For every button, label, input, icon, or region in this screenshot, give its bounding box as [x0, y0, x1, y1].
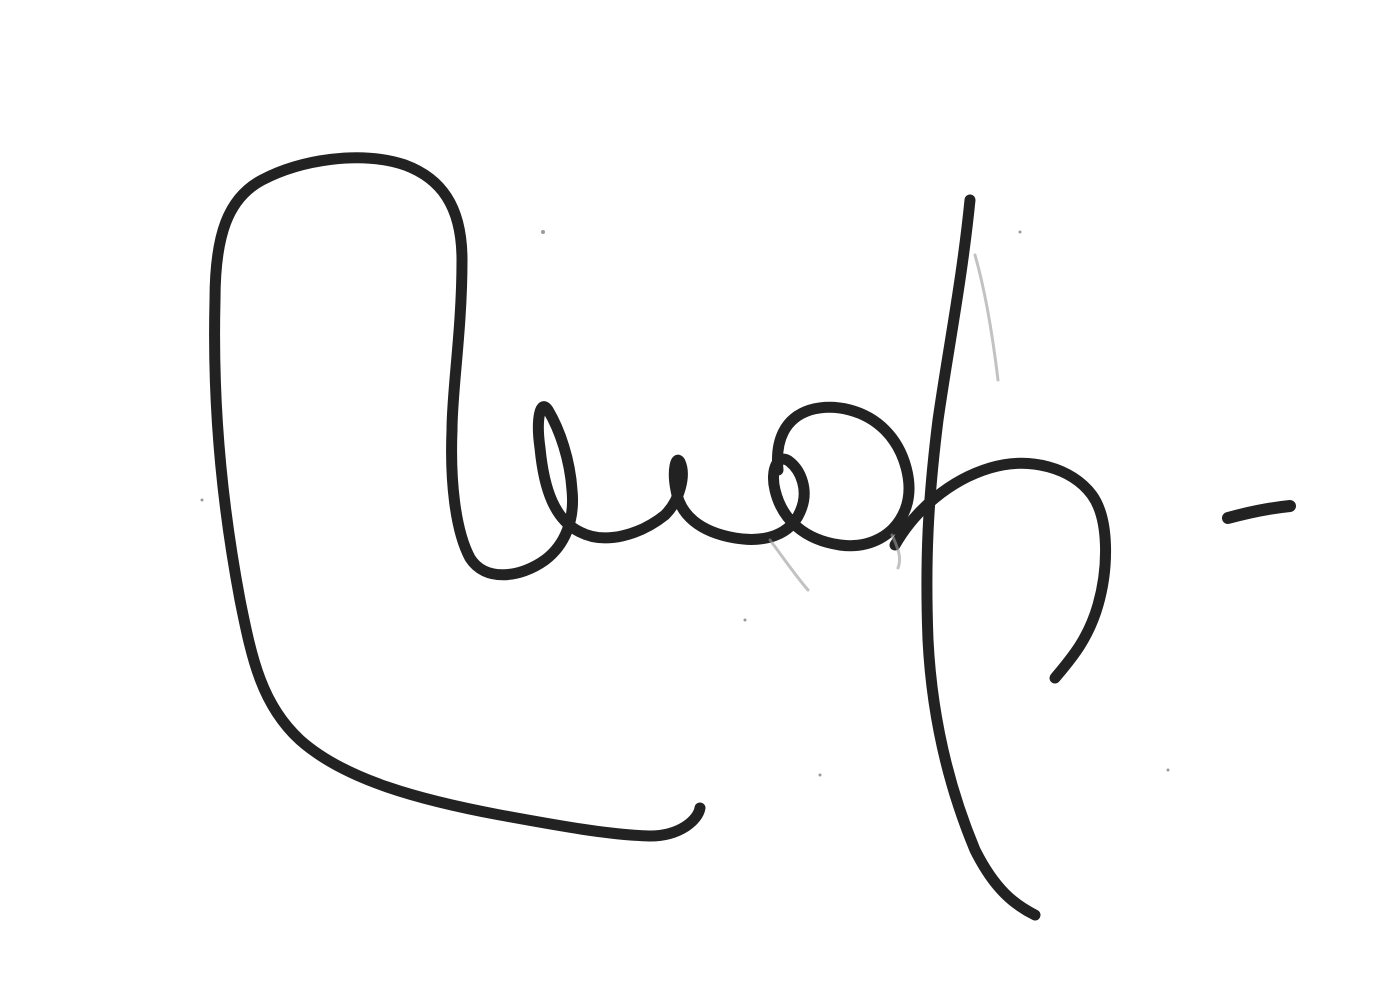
tall-descender-stroke: [927, 200, 1035, 915]
faint-mark-2: [770, 540, 808, 590]
wave-stroke: [452, 407, 909, 575]
trailing-dash-stroke: [1228, 506, 1290, 518]
speck-1: [541, 230, 545, 234]
speck-3: [744, 619, 747, 622]
speck-6: [201, 499, 204, 502]
faint-mark-1: [975, 255, 998, 380]
speck-2: [1019, 231, 1022, 234]
speck-5: [1167, 769, 1170, 772]
speck-4: [819, 774, 822, 777]
